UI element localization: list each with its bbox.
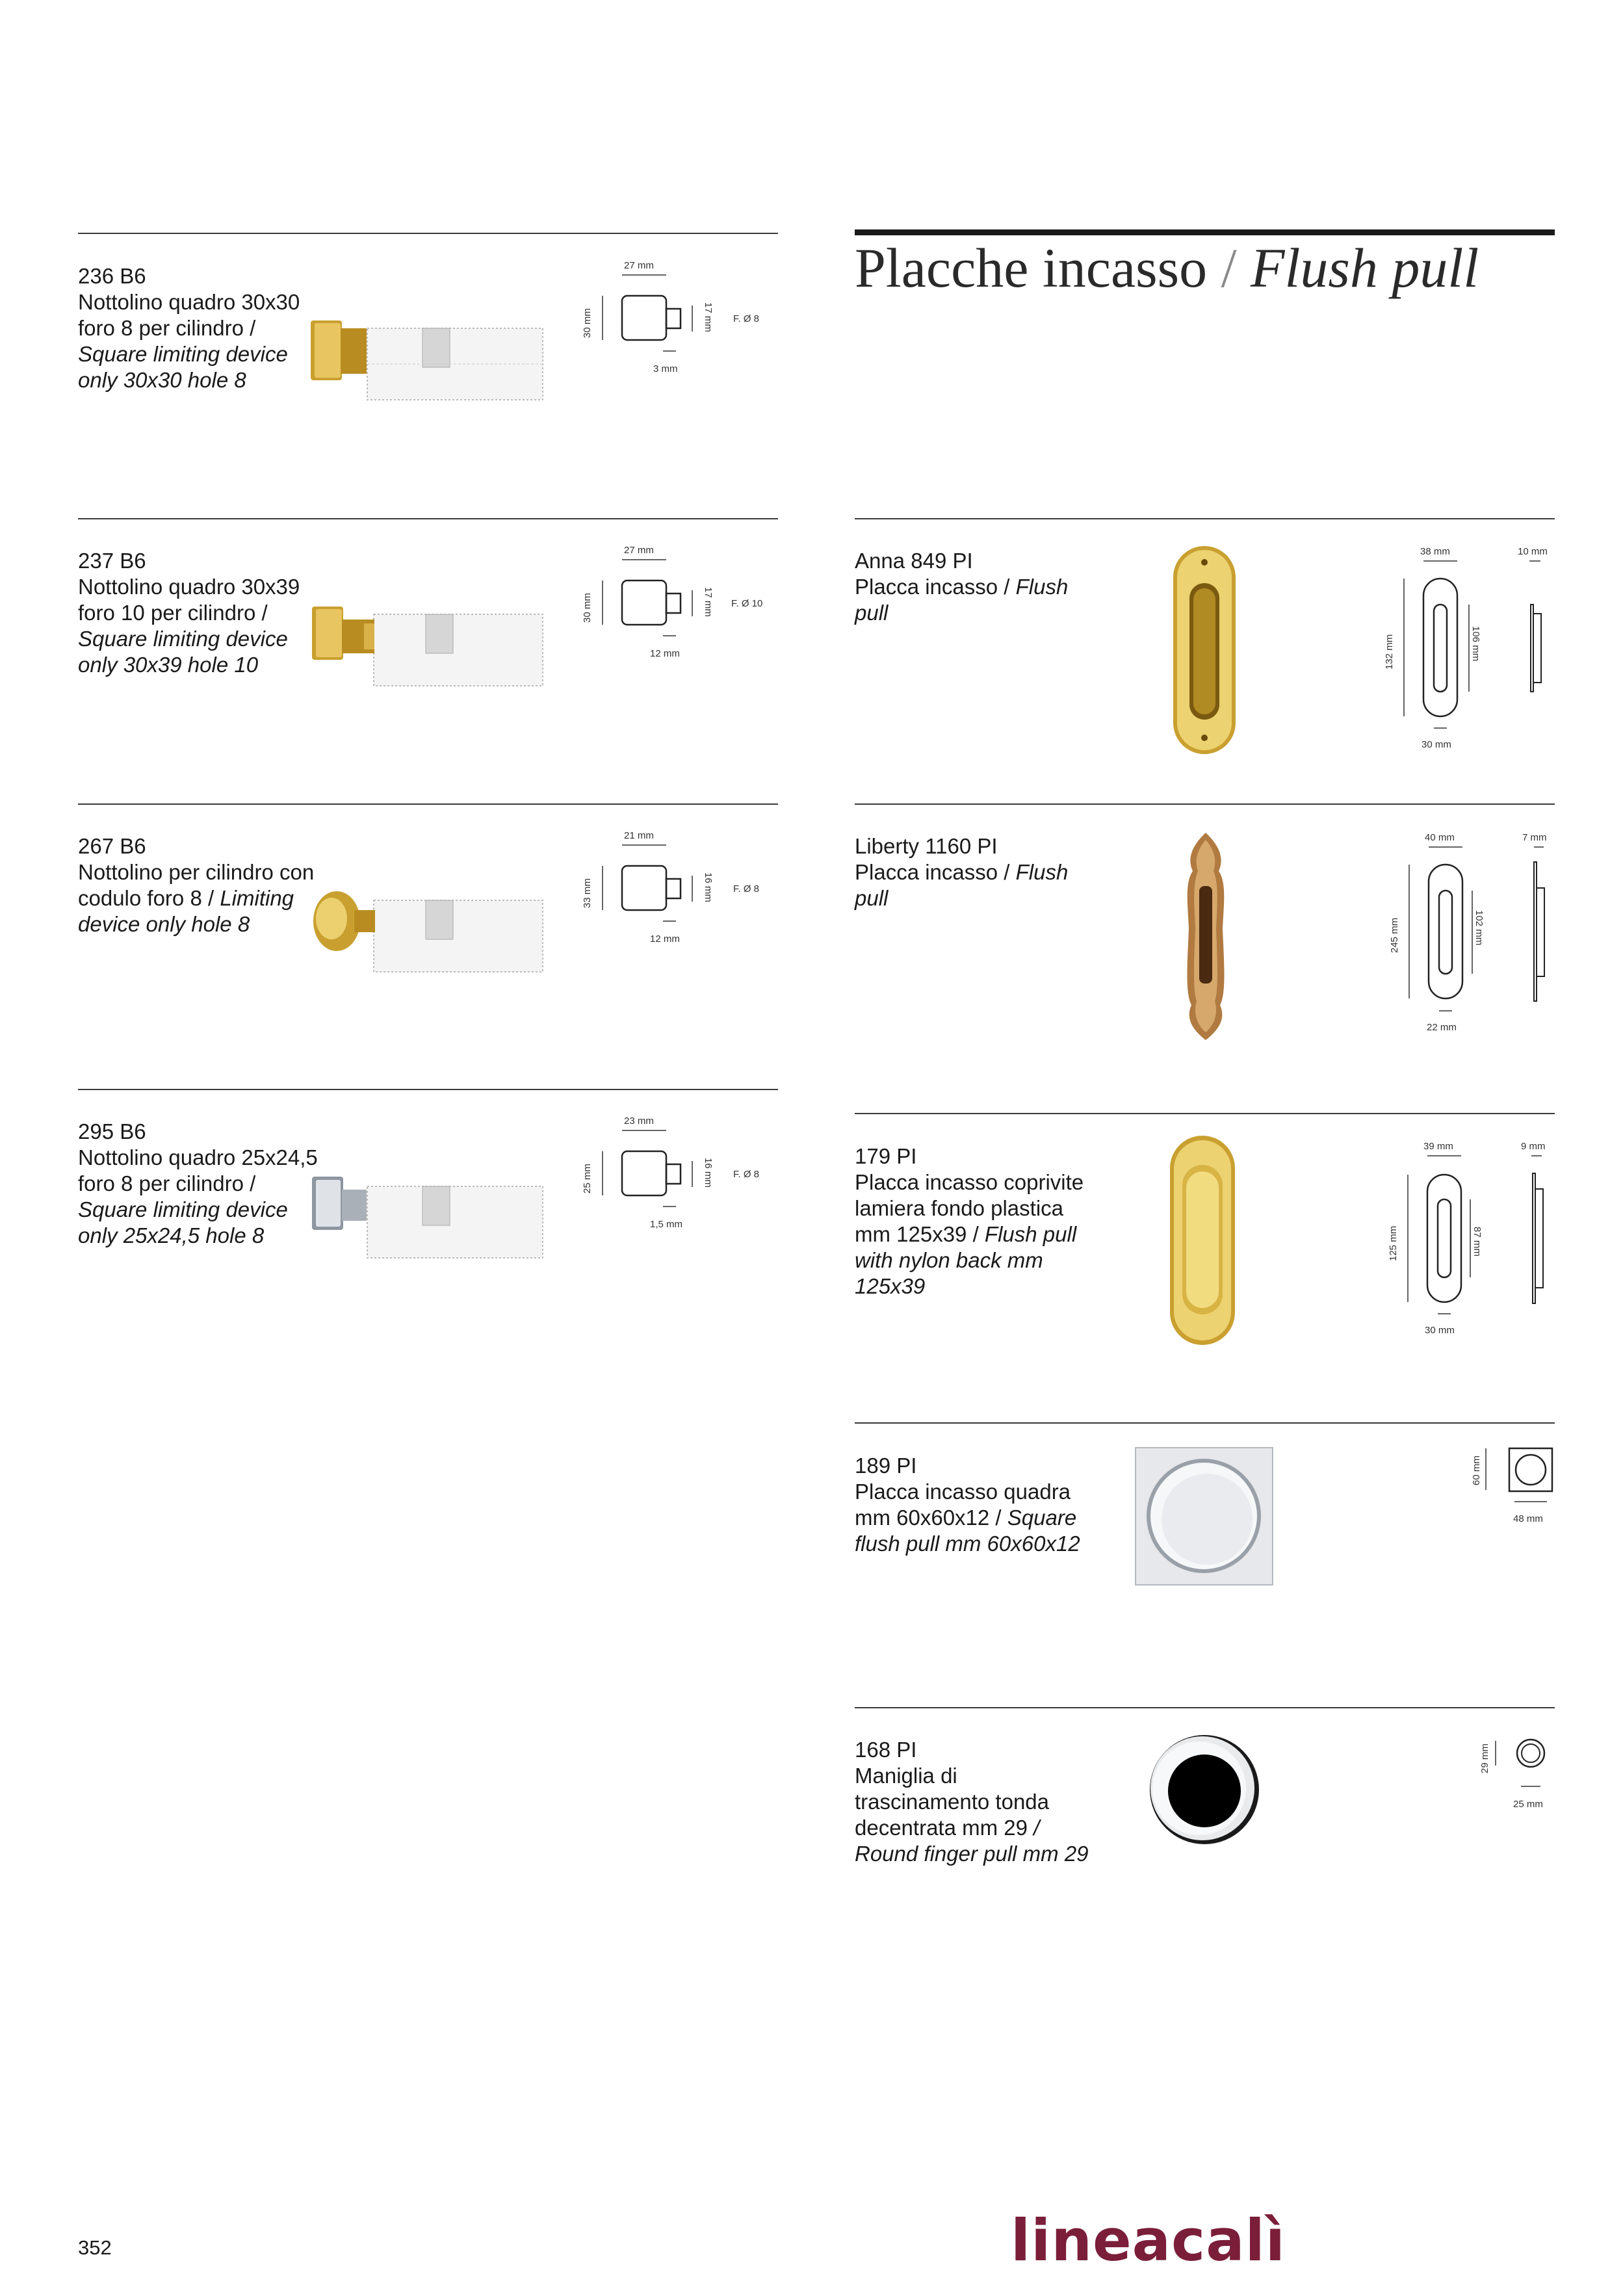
title-italic-text: Flush pull xyxy=(1250,237,1479,299)
product-code: 236 B6 xyxy=(78,264,146,288)
dim-bottom: 12 mm xyxy=(650,648,680,659)
dim-hole: F. Ø 8 xyxy=(733,313,760,324)
dim-inner: 87 mm xyxy=(1472,1227,1483,1257)
dim-bottom: 25 mm xyxy=(1513,1799,1543,1810)
right-rule-3 xyxy=(855,1113,1555,1114)
dim-bottom: 30 mm xyxy=(1422,739,1451,750)
dimension-drawing-179 xyxy=(1378,1134,1566,1355)
dim-right: 17 mm xyxy=(703,587,714,617)
product-description-295 xyxy=(78,1119,318,1249)
dim-left: 25 mm xyxy=(582,1164,593,1194)
product-photo-237 xyxy=(305,595,552,699)
product-text-en: Flush pull with nylon back mm 125x39 xyxy=(855,1222,1077,1298)
dimension-drawing-189 xyxy=(1469,1443,1560,1528)
dim-right: 16 mm xyxy=(703,872,714,902)
product-photo-236 xyxy=(305,309,552,413)
dim-bottom: 3 mm xyxy=(653,363,678,374)
dim-side: 60 mm xyxy=(1471,1455,1482,1485)
product-text-en: / Round finger pull mm 29 xyxy=(855,1816,1089,1866)
dim-height: 125 mm xyxy=(1388,1225,1399,1261)
dim-left: 33 mm xyxy=(582,878,593,908)
brand-logo: lineacalì xyxy=(1011,2207,1286,2274)
product-text: Nottolino quadro 30x30 foro 8 per cilindro / xyxy=(78,290,300,340)
dim-height: 245 mm xyxy=(1389,917,1400,953)
product-text: Nottolino quadro 30x39 foro 10 per cilindro / xyxy=(78,575,300,625)
product-code: 295 B6 xyxy=(78,1119,146,1143)
product-text: Placca incasso / xyxy=(855,575,1010,599)
right-rule-1 xyxy=(855,518,1555,519)
product-text: Maniglia di trascinamento tonda decentrata mm 29 xyxy=(855,1764,1050,1840)
product-text-en: Flush pull xyxy=(855,860,1069,910)
product-text: Nottolino per cilindro con codulo foro 8 / xyxy=(78,860,315,910)
title-rule xyxy=(855,229,1555,235)
dim-side: 7 mm xyxy=(1522,832,1547,843)
dim-top: 39 mm xyxy=(1423,1141,1453,1152)
dimension-drawing-168 xyxy=(1472,1729,1557,1814)
product-description-189 xyxy=(855,1453,1095,1557)
right-rule-5 xyxy=(855,1707,1555,1708)
product-code: 267 B6 xyxy=(78,834,146,858)
dim-top: 27 mm xyxy=(624,545,654,556)
product-text-en: Square limiting device only 30x39 hole 10 xyxy=(78,627,288,677)
dim-top: 23 mm xyxy=(624,1115,654,1127)
left-rule-4 xyxy=(78,1089,778,1090)
product-description-237 xyxy=(78,548,318,678)
dim-side: 10 mm xyxy=(1518,546,1548,557)
dim-side: 9 mm xyxy=(1521,1141,1546,1152)
product-code: Anna 849 PI xyxy=(855,549,973,573)
dim-hole: F. Ø 10 xyxy=(731,598,763,609)
left-rule-3 xyxy=(78,803,778,805)
product-text-en: Square limiting device only 30x30 hole 8 xyxy=(78,342,288,392)
product-photo-liberty-1160 xyxy=(1180,831,1232,1042)
page-number: 352 xyxy=(78,2236,112,2259)
dim-right: 17 mm xyxy=(703,302,714,332)
product-photo-168 xyxy=(1147,1732,1264,1849)
right-rule-4 xyxy=(855,1422,1555,1424)
title-separator: / xyxy=(1221,237,1237,299)
product-text: Nottolino quadro 25x24,5 foro 8 per cilindro / xyxy=(78,1145,318,1195)
product-description-liberty-1160 xyxy=(855,833,1095,911)
product-text-en: Flush pull xyxy=(855,575,1069,625)
dim-inner: 102 mm xyxy=(1474,910,1485,946)
product-text: Placca incasso / xyxy=(855,860,1010,884)
product-description-anna-849 xyxy=(855,548,1095,626)
dim-left: 30 mm xyxy=(582,308,593,338)
dim-right: 16 mm xyxy=(703,1158,714,1188)
dim-left: 30 mm xyxy=(582,593,593,623)
product-photo-anna-849 xyxy=(1170,543,1241,757)
product-photo-189 xyxy=(1134,1446,1274,1586)
dim-bottom: 22 mm xyxy=(1427,1022,1457,1033)
product-text-en: Square limiting device only 25x24,5 hole 8 xyxy=(78,1197,288,1247)
dim-bottom: 12 mm xyxy=(650,933,680,945)
product-description-236 xyxy=(78,263,318,393)
section-title xyxy=(855,235,1479,300)
dim-inner: 106 mm xyxy=(1470,626,1481,662)
product-text-en: Limiting device only hole 8 xyxy=(78,886,294,936)
product-photo-179 xyxy=(1167,1132,1238,1347)
dim-hole: F. Ø 8 xyxy=(733,1169,760,1180)
dimension-drawing-295 xyxy=(575,1112,783,1242)
dim-top: 38 mm xyxy=(1420,546,1450,557)
product-code: Liberty 1160 PI xyxy=(855,834,998,858)
product-photo-267 xyxy=(305,881,552,985)
dim-top: 21 mm xyxy=(624,830,654,841)
right-rule-2 xyxy=(855,803,1555,805)
product-description-168 xyxy=(855,1737,1095,1867)
product-text-en: Square flush pull mm 60x60x12 xyxy=(855,1506,1080,1556)
left-rule-1 xyxy=(78,233,778,234)
left-rule-2 xyxy=(78,518,778,519)
dim-bottom: 30 mm xyxy=(1425,1325,1455,1336)
dim-top: 27 mm xyxy=(624,260,654,271)
dim-side: 29 mm xyxy=(1479,1743,1490,1773)
product-code: 237 B6 xyxy=(78,549,146,573)
product-description-179 xyxy=(855,1143,1095,1299)
dimension-drawing-237 xyxy=(575,541,783,672)
product-text: Placca incasso quadra mm 60x60x12 / xyxy=(855,1480,1071,1530)
product-code: 168 PI xyxy=(855,1738,917,1762)
product-description-267 xyxy=(78,833,318,937)
dim-bottom: 48 mm xyxy=(1513,1513,1543,1524)
dimension-drawing-267 xyxy=(575,827,783,957)
product-photo-295 xyxy=(305,1167,552,1271)
dimension-drawing-236 xyxy=(575,257,783,387)
product-code: 189 PI xyxy=(855,1454,917,1478)
dim-hole: F. Ø 8 xyxy=(733,883,760,894)
product-text: Placca incasso coprivite lamiera fondo plastica mm 125x39 / xyxy=(855,1170,1084,1246)
dim-height: 132 mm xyxy=(1384,634,1395,670)
dimension-drawing-liberty-1160 xyxy=(1378,826,1566,1047)
dim-bottom: 1,5 mm xyxy=(650,1219,683,1230)
title-main-text: Placche incasso xyxy=(855,237,1208,299)
dimension-drawing-anna-849 xyxy=(1378,540,1566,761)
dim-top: 40 mm xyxy=(1425,832,1455,843)
product-code: 179 PI xyxy=(855,1144,917,1168)
